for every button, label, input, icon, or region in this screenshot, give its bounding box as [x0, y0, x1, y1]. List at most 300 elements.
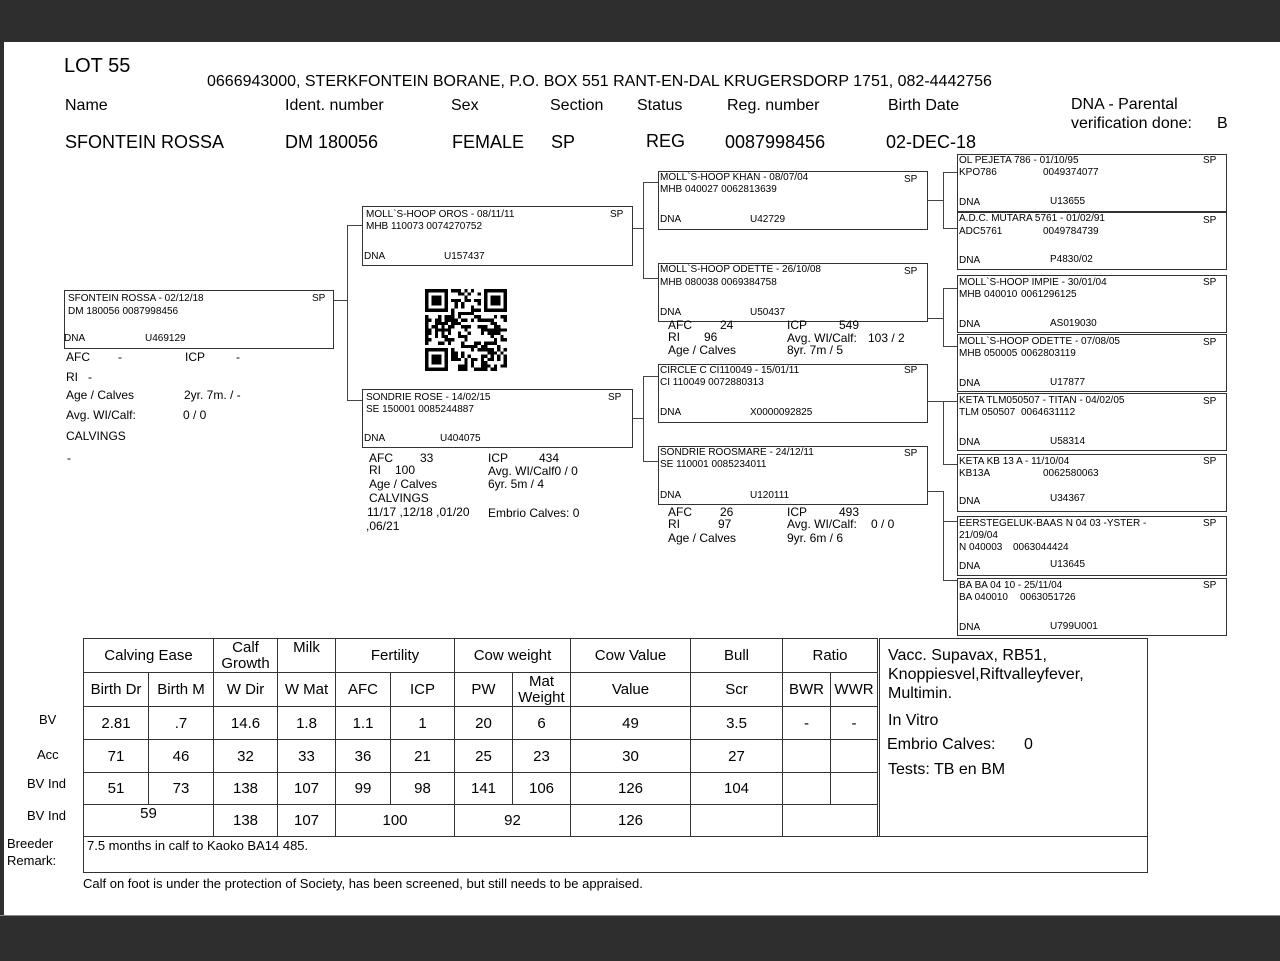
qr-module — [504, 289, 507, 292]
bvind-cell: 51 — [84, 773, 149, 805]
dam-afc-label: AFC — [369, 451, 393, 465]
qr-module — [458, 299, 461, 302]
qr-module — [497, 309, 500, 312]
ggp-dna-label: DNA — [959, 255, 981, 266]
value-section: SP — [551, 132, 576, 152]
ggp-title: MOLL`S-HOOP ODETTE - 07/08/05 — [959, 336, 1120, 347]
connector — [926, 491, 944, 492]
bvind2-cell — [691, 805, 783, 837]
qr-module — [448, 338, 451, 341]
ggp-reg2: 0061296125 — [1021, 289, 1077, 300]
qr-module — [438, 355, 441, 358]
odette-age-label: Age / Calves — [668, 343, 737, 357]
qr-module — [491, 328, 494, 331]
qr-module — [468, 345, 471, 348]
qr-module — [425, 309, 428, 312]
qr-module — [484, 325, 487, 328]
qr-module — [448, 341, 451, 344]
qr-module — [504, 348, 507, 351]
qr-module — [451, 319, 454, 322]
qr-module — [471, 309, 474, 312]
qr-module — [497, 345, 500, 348]
qr-module — [425, 364, 428, 367]
qr-module — [435, 319, 438, 322]
qr-module — [461, 319, 464, 322]
grandparent-section: SP — [904, 266, 918, 277]
qr-module — [504, 364, 507, 367]
ggp-reg2: 0062580063 — [1043, 468, 1099, 479]
qr-module — [474, 341, 477, 344]
qr-module — [487, 319, 490, 322]
qr-module — [477, 315, 480, 318]
qr-module — [425, 341, 428, 344]
qr-module — [425, 322, 428, 325]
label-status: Status — [637, 97, 683, 114]
bvind-cell — [783, 773, 831, 805]
qr-module — [425, 332, 428, 335]
ggp-reg: KPO786 — [959, 167, 997, 178]
qr-module — [481, 319, 484, 322]
qr-module — [445, 364, 448, 367]
qr-module — [481, 332, 484, 335]
qr-module — [438, 361, 441, 364]
dam-avg: Avg. WI/Calf0 / 0 — [488, 464, 578, 478]
qr-module — [471, 319, 474, 322]
qr-module — [435, 361, 438, 364]
group-ratio: Ratio — [783, 639, 878, 673]
qr-module — [451, 348, 454, 351]
connector — [926, 318, 944, 319]
qr-module — [425, 328, 428, 331]
qr-module — [448, 315, 451, 318]
qr-module — [484, 368, 487, 371]
connector — [943, 464, 957, 465]
animal-dna: U469129 — [145, 333, 186, 344]
connector — [943, 401, 957, 402]
ebv-sub-row — [84, 673, 878, 707]
qr-module — [438, 315, 441, 318]
qr-module — [491, 309, 494, 312]
value-name: SFONTEIN ROSSA — [65, 132, 225, 152]
bvind-cell — [831, 773, 878, 805]
qr-module — [468, 332, 471, 335]
connector — [943, 172, 957, 173]
qr-module — [461, 292, 464, 295]
animal-ri-label: RI — [66, 370, 78, 384]
odette-avg: 103 / 2 — [868, 331, 905, 345]
odette-icp: 549 — [839, 318, 860, 332]
qr-module — [484, 305, 487, 308]
sub-weight: Weight — [518, 688, 565, 706]
sub-bwr: BWR — [783, 673, 831, 707]
bvind-cell: 98 — [391, 773, 455, 805]
roosmare-ri-label: RI — [668, 517, 680, 531]
qr-module — [461, 325, 464, 328]
sire-section: SP — [610, 209, 624, 220]
qr-module — [468, 312, 471, 315]
qr-module — [461, 335, 464, 338]
ggp-title: OL PEJETA 786 - 01/10/95 — [959, 155, 1079, 166]
ggp-reg2: 0062803119 — [1021, 348, 1076, 359]
grandparent-dna-label: DNA — [660, 407, 682, 418]
row-label-bv: BV — [39, 712, 57, 727]
connector — [347, 225, 348, 400]
qr-module — [504, 309, 507, 312]
qr-module — [445, 296, 448, 299]
acc-cell: 71 — [84, 740, 149, 773]
qr-module — [500, 328, 503, 331]
qr-module — [428, 348, 431, 351]
qr-module — [435, 302, 438, 305]
qr-module — [468, 355, 471, 358]
qr-module — [494, 299, 497, 302]
qr-module — [504, 302, 507, 305]
ggp-dna-label: DNA — [959, 561, 981, 572]
sire-dna: U157437 — [444, 251, 485, 262]
bvind-cell: 104 — [691, 773, 783, 805]
ggp-section: SP — [1203, 456, 1217, 467]
dam-icp-label: ICP — [488, 451, 509, 465]
qr-module — [487, 328, 490, 331]
dam-afc: 33 — [420, 451, 434, 465]
qr-module — [491, 351, 494, 354]
ggp-dna-label: DNA — [959, 378, 981, 389]
qr-module — [497, 325, 500, 328]
qr-module — [491, 296, 494, 299]
qr-module — [500, 309, 503, 312]
qr-module — [445, 289, 448, 292]
remark-label-1: Breeder — [7, 836, 54, 851]
dam-embrio: Embrio Calves: 0 — [488, 506, 580, 520]
great-grandparent-box — [957, 454, 1227, 512]
qr-module — [487, 341, 490, 344]
roosmare-afc: 26 — [720, 505, 734, 519]
qr-module — [491, 299, 494, 302]
embrio-value: 0 — [1024, 736, 1033, 753]
qr-module — [461, 368, 464, 371]
group-calving-ease: Calving Ease — [84, 639, 214, 673]
qr-module — [435, 289, 438, 292]
qr-module — [500, 338, 503, 341]
row-label-acc: Acc — [37, 747, 59, 762]
qr-module — [432, 368, 435, 371]
connector — [926, 401, 944, 402]
label-reg: Reg. number — [727, 97, 820, 114]
qr-module — [494, 364, 497, 367]
qr-module — [494, 351, 497, 354]
qr-module — [464, 335, 467, 338]
qr-module — [504, 315, 507, 318]
dam-calvings-label: CALVINGS — [369, 491, 429, 505]
dam-age: 6yr. 5m / 4 — [488, 477, 545, 491]
dam-calvings-1: 11/17 ,12/18 ,01/20 — [367, 505, 470, 519]
qr-module — [484, 292, 487, 295]
connector — [643, 461, 658, 462]
grandparent-box — [658, 446, 928, 505]
bvind-cell: 126 — [571, 773, 691, 805]
qr-module — [484, 289, 487, 292]
bvind-cell: 106 — [513, 773, 571, 805]
qr-module — [497, 358, 500, 361]
qr-module — [494, 315, 497, 318]
qr-module — [435, 368, 438, 371]
qr-module — [438, 328, 441, 331]
value-reg: 0087998456 — [725, 132, 826, 152]
qr-module — [494, 322, 497, 325]
acc-cell: 25 — [455, 740, 513, 773]
qr-module — [494, 338, 497, 341]
grandparent-dna: U42729 — [750, 214, 786, 225]
notes-box — [879, 638, 1148, 838]
animal-calvings-label: CALVINGS — [66, 429, 126, 443]
animal-age: 2yr. 7m. / - — [184, 388, 241, 402]
qr-module — [458, 289, 461, 292]
ggp-reg: KB13A — [959, 468, 991, 479]
ggp-dna-label: DNA — [959, 496, 981, 507]
bv-cell: 49 — [571, 707, 691, 740]
qr-module — [458, 292, 461, 295]
ggp-reg: TLM 050507 — [959, 407, 1016, 418]
qr-module — [435, 296, 438, 299]
qr-module — [504, 296, 507, 299]
ggp-section: SP — [1203, 215, 1217, 226]
sub-birth-dr: Birth Dr — [84, 673, 149, 707]
animal-title: SFONTEIN ROSSA - 02/12/18 — [68, 293, 204, 304]
qr-module — [438, 289, 441, 292]
qr-module — [477, 309, 480, 312]
odette-age: 8yr. 7m / 5 — [787, 343, 844, 357]
qr-module — [461, 305, 464, 308]
odette-avg-label: Avg. WI/Calf: — [787, 331, 857, 345]
ggp-dna-label: DNA — [959, 622, 981, 633]
connector — [943, 346, 957, 347]
acc-cell: 23 — [513, 740, 571, 773]
remark-text: 7.5 months in calf to Kaoko BA14 485. — [87, 838, 309, 853]
qr-module — [438, 296, 441, 299]
qr-module — [425, 292, 428, 295]
qr-module — [455, 319, 458, 322]
qr-module — [474, 368, 477, 371]
qr-module — [484, 302, 487, 305]
label-dna-1: DNA - Parental — [1071, 96, 1178, 113]
tests: Tests: TB en BM — [888, 761, 1006, 778]
sub-birth-m: Birth M — [149, 673, 214, 707]
qr-module — [448, 319, 451, 322]
qr-module — [497, 296, 500, 299]
qr-module — [428, 338, 431, 341]
qr-module — [461, 351, 464, 354]
ggp-reg: ADC5761 — [959, 226, 1003, 237]
qr-module — [441, 325, 444, 328]
connector — [943, 580, 957, 581]
qr-module — [474, 345, 477, 348]
bv-cell: .7 — [149, 707, 214, 740]
dam-dna: U404075 — [440, 433, 481, 444]
qr-module — [464, 338, 467, 341]
connector — [643, 278, 658, 279]
qr-module — [455, 305, 458, 308]
ggp-dna: U34367 — [1050, 493, 1086, 504]
dam-box — [362, 389, 633, 448]
qr-module — [481, 348, 484, 351]
qr-module — [451, 309, 454, 312]
qr-module — [432, 296, 435, 299]
bv-cell: 1 — [391, 707, 455, 740]
ggp-title: EERSTEGELUK-BAAS N 04 03 -YSTER - — [959, 518, 1147, 529]
acc-cell: 36 — [336, 740, 391, 773]
ebv-group-row — [84, 639, 878, 673]
connector — [643, 182, 658, 183]
connector — [643, 182, 644, 279]
qr-module — [451, 355, 454, 358]
qr-module — [484, 348, 487, 351]
bv-cell: 1.8 — [278, 707, 336, 740]
qr-module — [484, 345, 487, 348]
qr-module — [458, 332, 461, 335]
sub-mat: Mat — [528, 672, 554, 690]
qr-module — [448, 328, 451, 331]
ggp-title: KETA KB 13 A - 11/10/04 — [959, 456, 1070, 467]
qr-module — [481, 345, 484, 348]
qr-module — [487, 289, 490, 292]
dam-dna-label: DNA — [364, 433, 386, 444]
qr-module — [458, 358, 461, 361]
remark-label-2: Remark: — [7, 853, 57, 868]
qr-module — [445, 319, 448, 322]
great-grandparent-box — [957, 154, 1227, 212]
acc-cell — [783, 740, 831, 773]
qr-module — [432, 361, 435, 364]
qr-module — [491, 335, 494, 338]
qr-module — [435, 358, 438, 361]
qr-module — [494, 289, 497, 292]
ggp-section: SP — [1203, 580, 1217, 591]
qr-module — [445, 322, 448, 325]
qr-module — [484, 361, 487, 364]
sire-dna-label: DNA — [364, 251, 386, 262]
qr-module — [504, 292, 507, 295]
connector — [943, 521, 957, 522]
qr-module — [464, 358, 467, 361]
qr-module — [438, 348, 441, 351]
qr-module — [477, 368, 480, 371]
bv-cell: - — [831, 707, 878, 740]
qr-module — [441, 322, 444, 325]
group-bull: Bull — [691, 639, 783, 673]
odette-icp-label: ICP — [787, 318, 808, 332]
qr-module — [500, 364, 503, 367]
group-calf-growth-1: Calf — [232, 638, 259, 656]
qr-module — [481, 325, 484, 328]
qr-module — [464, 364, 467, 367]
qr-module — [494, 341, 497, 344]
sub-scr: Scr — [691, 673, 783, 707]
qr-module — [451, 299, 454, 302]
qr-module — [438, 358, 441, 361]
bvind2-cell: 107 — [278, 805, 336, 837]
qr-module — [461, 355, 464, 358]
qr-module — [477, 319, 480, 322]
animal-icp: - — [236, 350, 240, 364]
qr-module — [494, 302, 497, 305]
qr-module — [481, 328, 484, 331]
qr-module — [471, 305, 474, 308]
qr-module — [504, 328, 507, 331]
qr-module — [461, 345, 464, 348]
animal-box — [64, 290, 334, 349]
qr-module — [487, 364, 490, 367]
qr-module — [504, 355, 507, 358]
bv-cell: 14.6 — [214, 707, 278, 740]
acc-cell: 30 — [571, 740, 691, 773]
in-vitro: In Vitro — [888, 712, 939, 729]
grandparent-section: SP — [904, 174, 918, 185]
qr-module — [491, 289, 494, 292]
qr-module — [491, 368, 494, 371]
connector — [943, 228, 957, 229]
qr-module — [468, 299, 471, 302]
ebv-bvind-row — [84, 773, 878, 805]
ggp-title: KETA TLM050507 - TITAN - 04/02/05 — [959, 395, 1125, 406]
qr-module — [441, 335, 444, 338]
dam-reg: SE 150001 0085244887 — [366, 404, 474, 415]
qr-module — [484, 299, 487, 302]
qr-module — [477, 325, 480, 328]
ggp-section: SP — [1203, 518, 1217, 529]
qr-module — [497, 328, 500, 331]
qr-module — [491, 302, 494, 305]
label-section: Section — [550, 97, 604, 114]
qr-module — [441, 332, 444, 335]
group-cow-weight: Cow weight — [455, 639, 571, 673]
great-grandparent-box — [957, 578, 1227, 636]
qr-module — [445, 338, 448, 341]
qr-module — [441, 348, 444, 351]
qr-module — [432, 355, 435, 358]
qr-module — [504, 305, 507, 308]
qr-module — [461, 364, 464, 367]
qr-module — [471, 312, 474, 315]
qr-module — [464, 312, 467, 315]
acc-cell — [831, 740, 878, 773]
qr-module — [481, 361, 484, 364]
qr-module — [497, 289, 500, 292]
qr-module — [425, 296, 428, 299]
qr-module — [445, 292, 448, 295]
group-cow-value: Cow Value — [571, 639, 691, 673]
qr-module — [484, 296, 487, 299]
qr-module — [494, 296, 497, 299]
grandparent-reg: SE 110001 0085234011 — [660, 459, 767, 470]
great-grandparent-box — [957, 393, 1227, 451]
qr-module — [448, 325, 451, 328]
ggp-dna: U13645 — [1050, 559, 1086, 570]
qr-module — [484, 355, 487, 358]
qr-module — [487, 348, 490, 351]
dam-calvings-2: ,06/21 — [366, 519, 400, 533]
connector — [943, 491, 944, 581]
qr-module — [484, 341, 487, 344]
qr-module — [474, 315, 477, 318]
dam-title: SONDRIE ROSE - 14/02/15 — [366, 392, 491, 403]
ggp-dna-label: DNA — [959, 197, 981, 208]
qr-module — [471, 289, 474, 292]
qr-module — [435, 335, 438, 338]
bvind2-cell: 59 — [84, 805, 214, 837]
ggp-reg2: 0063044424 — [1013, 542, 1069, 553]
qr-module — [471, 361, 474, 364]
ggp-reg: MHB 050005 — [959, 348, 1018, 359]
